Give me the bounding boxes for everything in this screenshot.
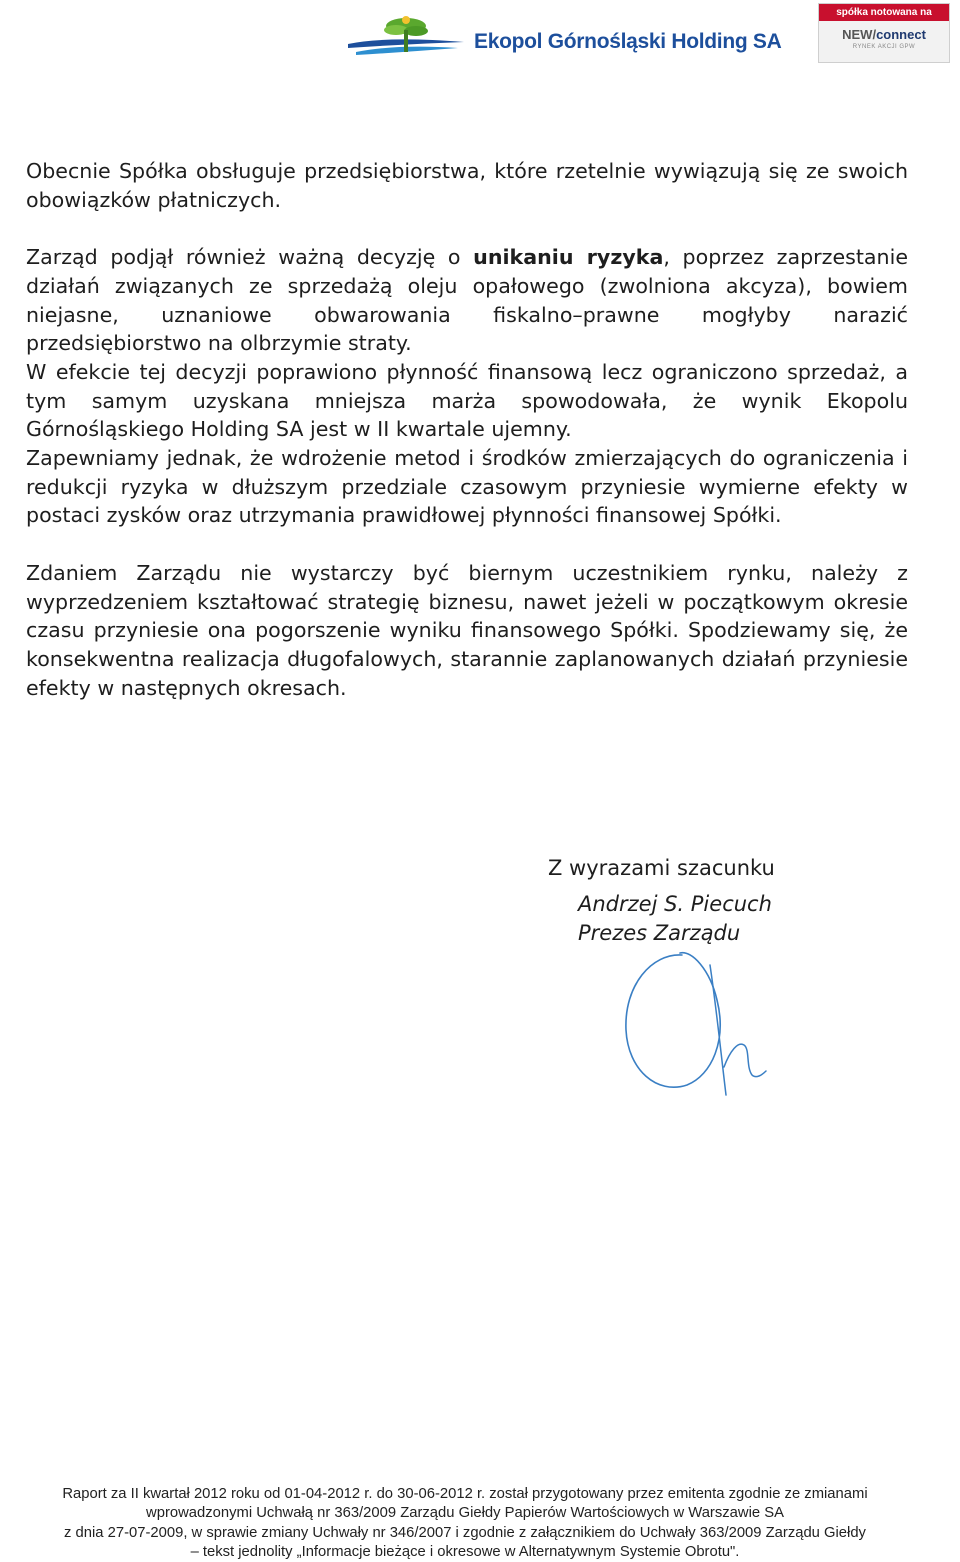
page-header [0,0,960,75]
paragraph-3: W efekcie tej decyzji poprawiono płynność finansową lecz ograniczono sprzedaż, a tym samym uzyskana mniejsza marża spowodowała, że wynik Ekopolu Górnośląskiego Holding SA jest w II kwartale ujemny. [26,359,908,442]
letter-body [26,157,908,702]
newconnect-badge-sub: RYNEK AKCJI GPW [852,44,916,50]
paragraph-5: Zdaniem Zarządu nie wystarczy być biernym uczestnikiem rynku, należy z wyprzedzeniem kształtować strategię biznesu, nawet jeżeli w początkowym okresie czasu przyniesie ona pogorszenie wyniku finansowego Spółki. Spodziewamy się, że konsekwentna realizacja długofalowych, starannie zaplanowanych działań przyniesie efekty w następnych okresach. [26,560,908,700]
footer-line-4: – tekst jednolity „Informacje bieżące i okresowe w Alternatywnym Systemie Obrotu". [190,1543,740,1560]
closing-greeting: Z wyrazami szacunku [548,856,775,880]
newconnect-badge-top: spółka notowana na [819,4,949,21]
paragraph-2-start: Zarząd podjął również ważną decyzję o [26,245,474,270]
newconnect-brand: NEW/connect [842,27,926,42]
footer-line-3: z dnia 27-07-2009, w sprawie zmiany Uchwały nr 346/2007 i zgodnie z załącznikiem do Uchwały 363/2009 Zarządu Giełdy [64,1524,866,1541]
paragraph-1: Obecnie Spółka obsługuje przedsiębiorstwa, które rzetelnie wywiązują się ze swoich obowiązków płatniczych. [26,159,908,212]
newconnect-brand-highlight: connect [876,27,926,42]
company-logo-text: Ekopol Górnośląski Holding SA [474,30,782,53]
footer-line-1: Raport za II kwartał 2012 roku od 01-04-2012 r. do 30-06-2012 r. został przygotowany przez emitenta zgodnie ze zmianami [62,1486,868,1502]
signatory-name: Andrzej S. Piecuch [578,892,772,916]
tree-logo-icon [346,14,471,64]
newconnect-brand-prefix: NEW [842,27,873,42]
paragraph-2-end: , poprzez zaprzestanie działań związanych ze sprzedażą oleju opałowego (zwolniona akcyza), bowiem niejasne, uznaniowe obwarowania fiskalno–prawne mogłyby narazić przedsiębiorstwo na olbrzymie straty. [26,245,908,356]
page-footer [0,1485,930,1562]
handwritten-signature-icon [612,945,792,1100]
signatory-block [578,890,772,948]
newconnect-badge [818,3,950,63]
company-logo [346,14,806,64]
paragraph-4: Zapewniamy jednak, że wdrożenie metod i środków zmierzających do ograniczenia i redukcji ryzyka w dłuższym przedziale czasowym przyniesie wymierne efekty w postaci zysków oraz utrzymania prawidłowej płynności finansowej Spółki. [26,446,908,528]
signatory-title: Prezes Zarządu [578,921,741,945]
footer-line-2: wprowadzonymi Uchwałą nr 363/2009 Zarządu Giełdy Papierów Wartościowych w Warszawie SA [146,1505,784,1522]
paragraph-2-bold: unikaniu ryzyka [473,245,664,270]
paragraph-2 [26,243,908,358]
